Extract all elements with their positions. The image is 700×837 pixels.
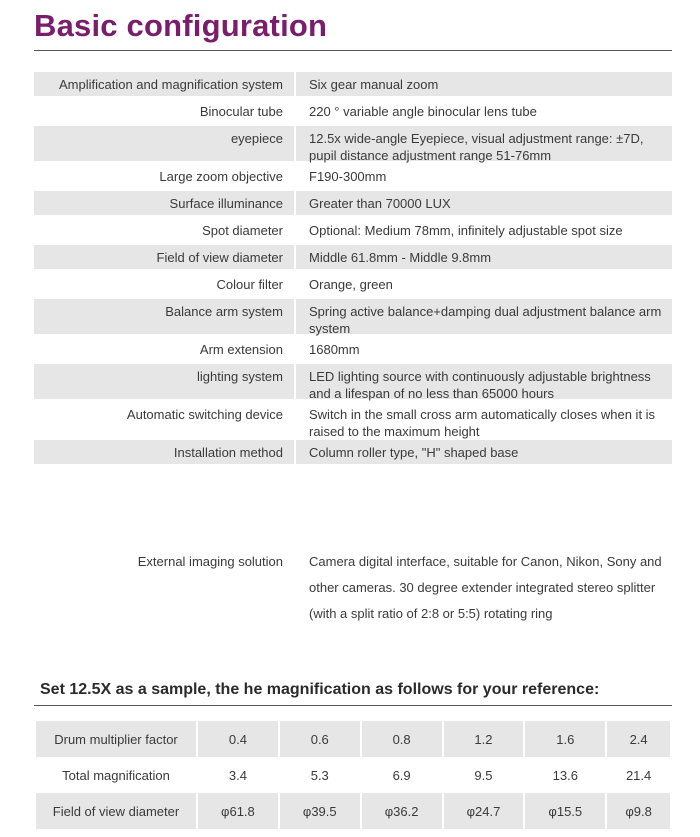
spec-row [34, 402, 672, 437]
spec-value: Optional: Medium 78mm, infinitely adjustable spot size [294, 218, 672, 242]
spec-row [34, 299, 672, 334]
spec-value: Column roller type, "H" shaped base [294, 440, 672, 464]
spec-label: Automatic switching device [126, 407, 283, 422]
spec-label: eyepiece [34, 126, 294, 161]
table-cell: 9.5 [474, 767, 493, 783]
spec-row [34, 272, 672, 296]
spec-value: Six gear manual zoom [294, 72, 672, 96]
table-cell: φ39.5 [280, 793, 360, 829]
spec-label: Spot diameter [202, 223, 283, 238]
spec-value: Middle 61.8mm - Middle 9.8mm [294, 245, 672, 269]
spec-label: Field of view diameter [34, 245, 294, 269]
table-row [36, 757, 670, 793]
table-cell: 2.4 [607, 721, 670, 757]
spec-row [34, 364, 672, 399]
spec-label: External imaging solution [137, 554, 283, 569]
spec-value: Greater than 70000 LUX [294, 191, 672, 215]
spec-row [34, 164, 672, 188]
row-header: Drum multiplier factor [36, 721, 196, 757]
spec-label: Surface illuminance [34, 191, 294, 215]
table-cell: 13.6 [552, 767, 578, 783]
spec-value: 220 ° variable angle binocular lens tube [294, 99, 672, 123]
spec-label: lighting system [34, 364, 294, 399]
sample-divider [34, 705, 672, 706]
table-row [36, 793, 670, 829]
spec-label: Installation method [34, 440, 294, 464]
spec-value: Switch in the small cross arm automatically closes when it is raised to the maximum height [294, 402, 672, 437]
spec-label: Arm extension [199, 342, 283, 357]
table-cell: φ24.7 [444, 793, 524, 829]
spec-label: Large zoom objective [159, 169, 283, 184]
spec-value: Spring active balance+damping dual adjustment balance arm system [294, 299, 672, 334]
table-cell: 0.6 [280, 721, 360, 757]
table-cell: 5.3 [310, 767, 329, 783]
spec-row [34, 218, 672, 242]
spec-row [34, 440, 672, 464]
magnification-table [34, 721, 672, 829]
title-divider [34, 50, 672, 51]
spec-value: 1680mm [294, 337, 672, 361]
table-cell: 0.8 [362, 721, 442, 757]
table-cell: 3.4 [228, 767, 247, 783]
spec-label: Balance arm system [34, 299, 294, 334]
table-cell: φ61.8 [198, 793, 278, 829]
table-cell: φ15.5 [525, 793, 605, 829]
table-cell: 1.2 [444, 721, 524, 757]
spec-table [34, 72, 672, 467]
table-cell: φ36.2 [362, 793, 442, 829]
spec-label: Binocular tube [199, 104, 283, 119]
spec-row [34, 99, 672, 123]
spec-row [34, 191, 672, 215]
spec-row [34, 126, 672, 161]
external-imaging-row [34, 549, 672, 627]
table-cell: 6.9 [392, 767, 411, 783]
table-cell: 21.4 [625, 767, 652, 783]
spec-label: Colour filter [216, 277, 283, 292]
spec-row [34, 337, 672, 361]
spec-value: 12.5x wide-angle Eyepiece, visual adjustment range: ±7D, pupil distance adjustment range 51-76mm [294, 126, 672, 161]
spec-value: LED lighting source with continuously adjustable brightness and a lifespan of no less than 65000 hours [294, 364, 672, 399]
spec-row [34, 72, 672, 96]
row-header: Total magnification [62, 767, 170, 783]
page-title: Basic configuration [34, 8, 328, 43]
spec-value: Camera digital interface, suitable for Canon, Nikon, Sony and other cameras. 30 degree extender integrated stereo splitter (with a split ratio of 2:8 or 5:5) rotating ring [309, 554, 662, 621]
spec-value: Orange, green [294, 272, 672, 296]
spec-label: Amplification and magnification system [34, 72, 294, 96]
table-cell: 0.4 [198, 721, 278, 757]
row-header: Field of view diameter [36, 793, 196, 829]
sample-heading: Set 12.5X as a sample, the he magnification as follows for your reference: [40, 681, 600, 698]
table-cell: 1.6 [525, 721, 605, 757]
spec-row [34, 245, 672, 269]
spec-value: F190-300mm [294, 164, 672, 188]
table-cell: φ9.8 [607, 793, 670, 829]
table-row [36, 721, 670, 757]
